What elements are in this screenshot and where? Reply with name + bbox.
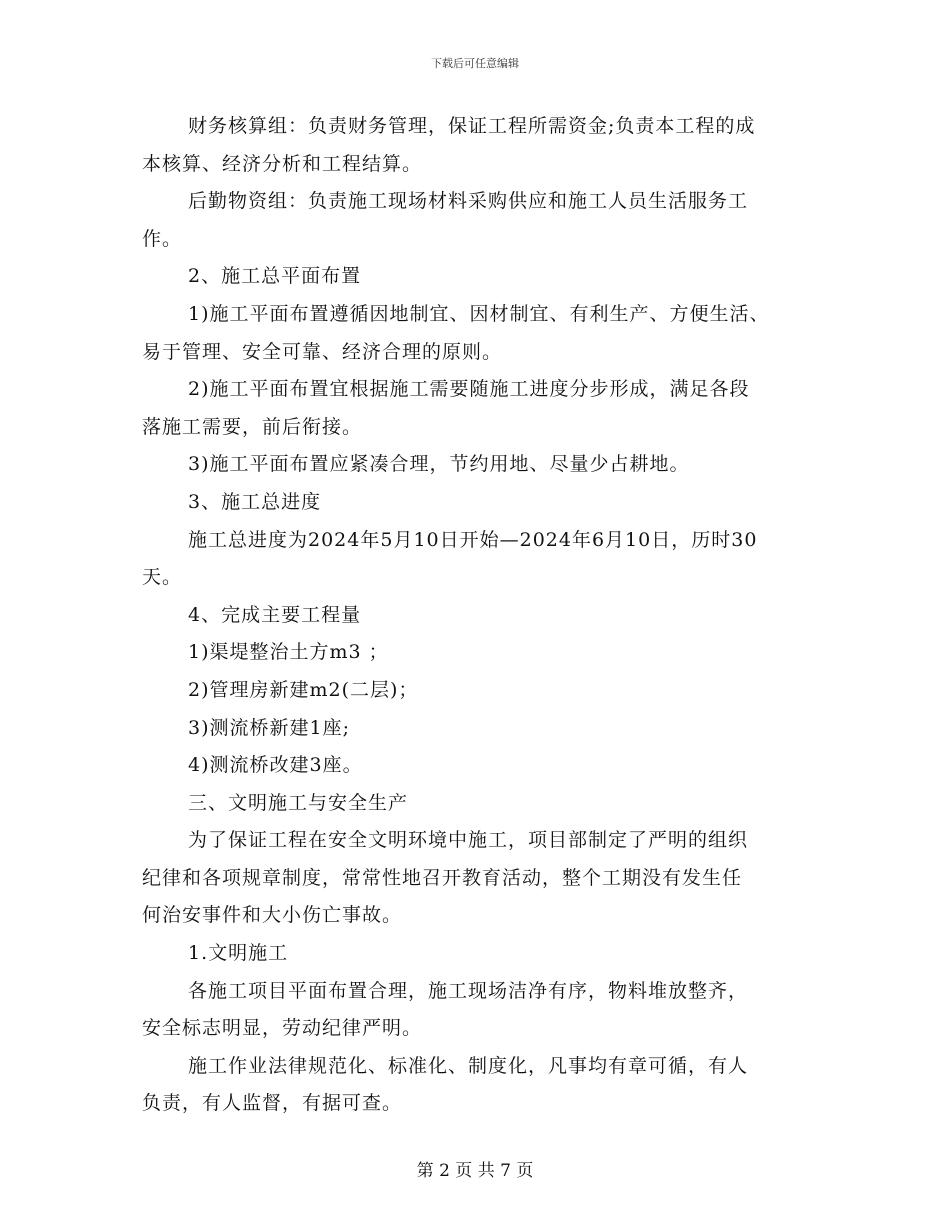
list-item: 4)测流桥改建3座。 xyxy=(188,754,363,777)
paragraph-line: 作。 xyxy=(142,227,183,250)
paragraph-line: 各施工项目平面布置合理，施工现场洁净有序，物料堆放整齐， xyxy=(188,979,749,1002)
paragraph-line: 纪律和各项规章制度，常常性地召开教育活动，整个工期没有发生任 xyxy=(142,866,743,889)
section-heading: 4、完成主要工程量 xyxy=(188,603,362,626)
paragraph-line: 后勤物资组：负责施工现场材料采购供应和施工人员生活服务工 xyxy=(188,190,749,213)
paragraph-line: 1)施工平面布置遵循因地制宜、因材制宜、有利生产、方便生活、 xyxy=(188,302,770,325)
paragraph-line: 为了保证工程在安全文明环境中施工，项目部制定了严明的组织 xyxy=(188,829,749,852)
paragraph-line: 负责，有人监督，有据可查。 xyxy=(142,1092,403,1115)
section-heading: 2、施工总平面布置 xyxy=(188,265,362,288)
paragraph-line: 天。 xyxy=(142,566,183,589)
paragraph-line: 3)施工平面布置应紧凑合理，节约用地、尽量少占耕地。 xyxy=(188,453,690,476)
page-header: 下载后可任意编辑 xyxy=(431,57,519,70)
list-item: 2)管理房新建m2(二层)； xyxy=(188,678,419,701)
page-footer: 第 2 页 共 7 页 xyxy=(416,1161,534,1181)
paragraph-line: 施工作业法律规范化、标准化、制度化，凡事均有章可循，有人 xyxy=(188,1054,749,1077)
list-item: 1)渠堤整治土方m3 ； xyxy=(188,641,389,664)
section-heading: 三、文明施工与安全生产 xyxy=(188,791,409,814)
paragraph-line: 本核算、经济分析和工程结算。 xyxy=(142,152,423,175)
paragraph-line: 落施工需要，前后衔接。 xyxy=(142,415,363,438)
paragraph-line: 财务核算组：负责财务管理，保证工程所需资金;负责本工程的成 xyxy=(188,115,756,137)
paragraph-line: 何治安事件和大小伤亡事故。 xyxy=(142,904,403,927)
paragraph-line: 安全标志明显，劳动纪律严明。 xyxy=(142,1017,423,1040)
list-item: 3)测流桥新建1座; xyxy=(188,716,350,739)
paragraph-line: 易于管理、安全可靠、经济合理的原则。 xyxy=(142,340,503,363)
document-body xyxy=(142,108,806,1123)
paragraph-line: 施工总进度为2024年5月10日开始—2024年6月10日，历时30 xyxy=(188,528,758,551)
section-heading: 1.文明施工 xyxy=(188,942,289,965)
section-heading: 3、施工总进度 xyxy=(188,490,322,513)
paragraph-line: 2)施工平面布置宜根据施工需要随施工进度分步形成，满足各段 xyxy=(188,378,750,401)
